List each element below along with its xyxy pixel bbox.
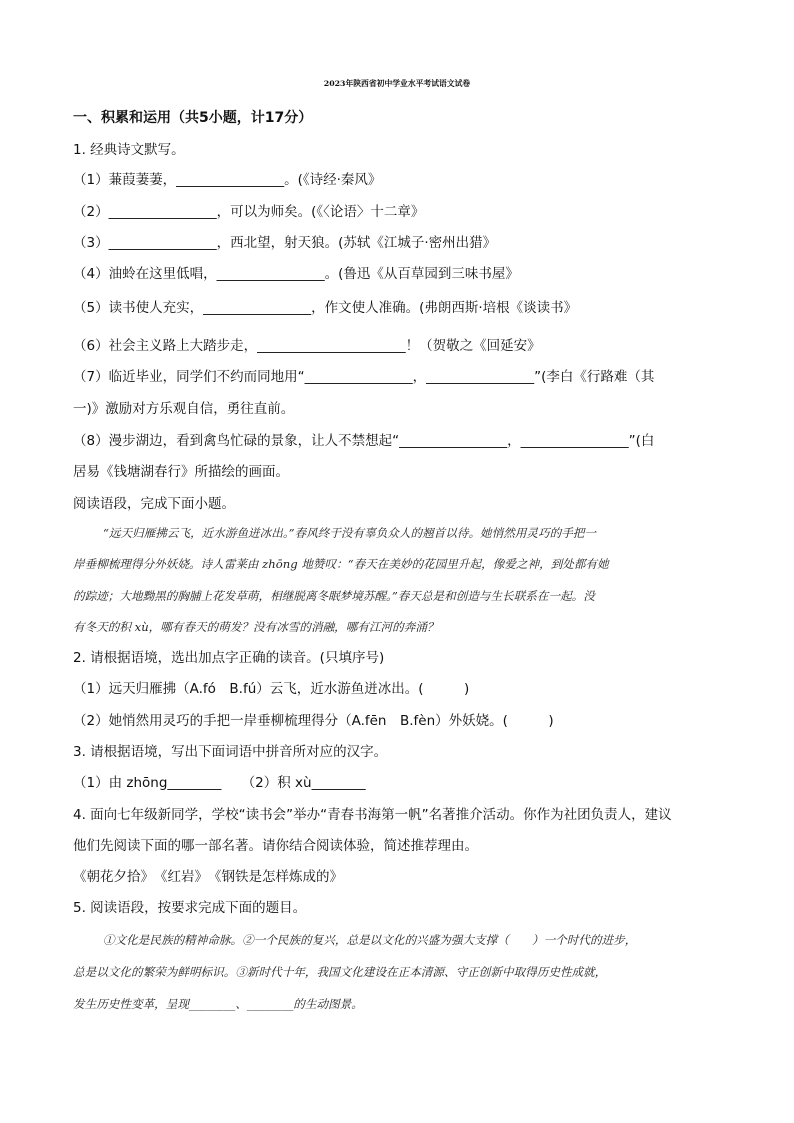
- q1-item-5: （5）读书使人充实，________________，作文使人准确。(弗朗西斯·培根《谈读书》: [73, 300, 578, 316]
- question-5-stem: 5. 阅读语段，按要求完成下面的题目。: [73, 900, 307, 916]
- q1-item-3: （3）________________，西北望，射天狼。(苏轼《江城子·密州出猎》: [73, 235, 497, 251]
- question-4-line-1: 4. 面向七年级新同学，学校“读书会”举办“青春书海第一帆”名著推介活动。你作为社团负责人，建议: [73, 807, 672, 823]
- passage-line-1: “远天归雁拂云飞，近水游鱼迸冰出。”春风终于没有辜负众人的翘首以待。她悄然用灵巧的手把一: [103, 526, 596, 540]
- q1-item-8: （8）漫步湖边，看到禽鸟忙碌的景象，让人不禁想起“________________，________________”(白: [73, 433, 655, 449]
- q1-item-4: （4）油蛉在这里低唱，________________。(鲁迅《从百草园到三味书屋》: [73, 266, 519, 282]
- question-1-stem: 1. 经典诗文默写。: [73, 142, 185, 158]
- q1-item-7-cont: 一)》激励对方乐观自信，勇往直前。: [73, 401, 295, 417]
- page-title: 2023年陕西省初中学业水平考试语文试卷: [323, 79, 471, 88]
- section-heading: 一、积累和运用（共5小题，计17分）: [73, 110, 313, 126]
- q2-item-2: （2）她悄然用灵巧的手把一岸垂柳梳理得分（A.fēn B.fèn）外妖娆。( ): [73, 713, 554, 729]
- q3-items: （1）由 zhōng________ （2）积 xù________: [73, 775, 366, 791]
- q1-item-1: （1）蒹葭萋萋，________________。(《诗经·秦风》: [73, 172, 382, 188]
- question-3-stem: 3. 请根据语境，写出下面词语中拼音所对应的汉字。: [73, 744, 388, 760]
- q2-item-1: （1）远天归雁拂（A.fó B.fú）云飞，近水游鱼迸冰出。( ): [73, 681, 470, 697]
- question-2-stem: 2. 请根据语境，选出加点字正确的读音。(只填序号): [73, 650, 385, 666]
- q1-item-6: （6）社会主义路上大踏步走，______________________！（贺敬之《回延安》: [73, 338, 541, 354]
- q1-item-8-cont: 居易《钱塘湖春行》所描绘的画面。: [73, 464, 289, 480]
- passage-line-3: 的踪迹；大地黝黑的胸脯上花发草萌，相继脱离冬眠梦境苏醒。”春天总是和创造与生长联系在一起。没: [73, 589, 595, 603]
- q1-item-2: （2）________________，可以为师矣。(《〈论语〉十二章》: [73, 204, 425, 220]
- q1-item-7: （7）临近毕业，同学们不约而同地用“________________，________________”(李白《行路难（其: [73, 369, 655, 385]
- q5-passage-line-1: ①文化是民族的精神命脉。②一个民族的复兴，总是以文化的兴盛为强大支撑（ ）一个时代的进步，: [103, 933, 637, 947]
- reading-intro: 阅读语段，完成下面小题。: [73, 496, 235, 512]
- question-4-line-2: 他们先阅读下面的哪一部名著。请你结合阅读体验，简述推荐理由。: [73, 838, 478, 854]
- q4-book-list: 《朝花夕拾》 《红岩》 《钢铁是怎样炼成的》: [73, 869, 343, 885]
- q5-passage-line-2: 总是以文化的繁荣为鲜明标识。③新时代十年，我国文化建设在正本清源、守正创新中取得历史性成就，: [73, 965, 607, 979]
- passage-line-4: 有冬天的积 xù，哪有春天的萌发？没有冰雪的消融，哪有江河的奔涌？: [73, 620, 439, 634]
- passage-line-2: 岸垂柳梳理得分外妖娆。诗人雷莱由 zhōng 地赞叹：“春天在美妙的花园里升起，像爱之神，到处都有她: [73, 557, 609, 571]
- q5-passage-line-3: 发生历史性变革，呈现________、________的生动图景。: [73, 997, 363, 1011]
